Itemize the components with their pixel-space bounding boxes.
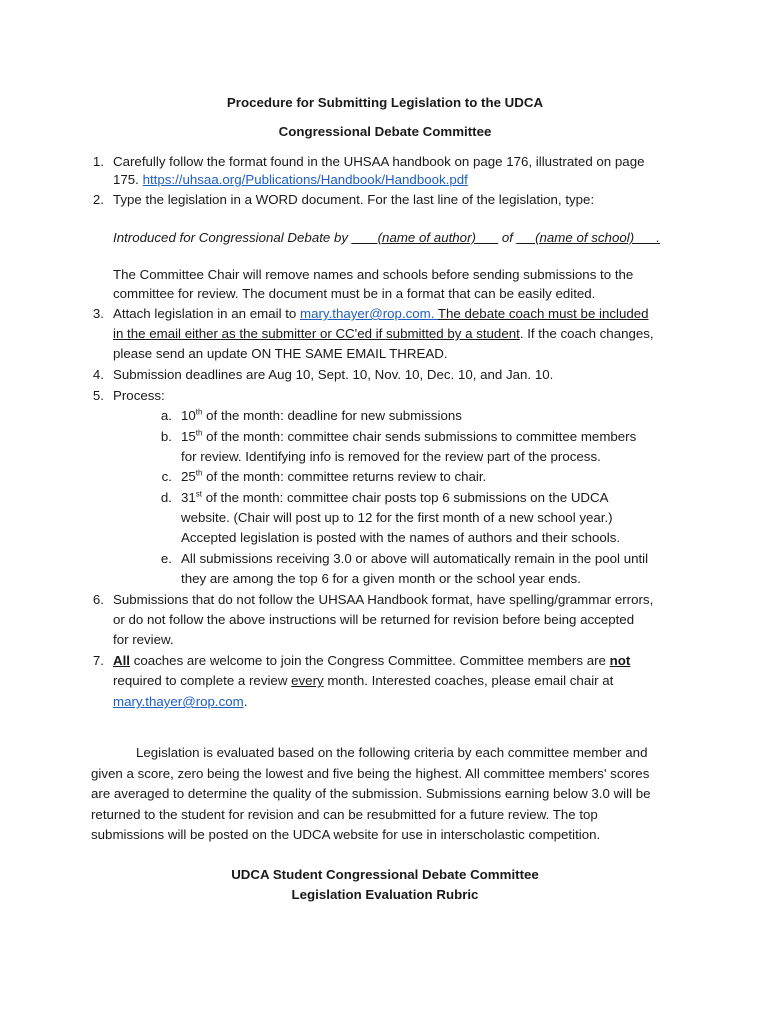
sub-item-e-line-1: All submissions receiving 3.0 or above will automatically remain in the pool until [181,551,649,566]
introduced-text: Introduced for Congressional Debate by [113,230,352,245]
item-3-line-1 [113,305,649,323]
criteria-paragraph-line-3: are averaged to determine the quality of the submission. Submissions earning below 3.0 will be [91,786,651,801]
list-number: 2. [92,192,104,207]
author-blank: ___ (name of author)___ [351,230,499,245]
of-text: of [498,230,517,245]
item-1-line-2 [113,171,468,189]
sub-letter: d. [160,490,172,505]
chair-note-line-1: The Committee Chair will remove names and schools before sending submissions to the [113,267,634,282]
item-7-text: month. Interested coaches, please email chair at [323,673,614,688]
not-emphasis: not [609,653,631,668]
item-6-line-1: Submissions that do not follow the UHSAA Handbook format, have spelling/grammar errors, [113,592,654,607]
item-7-text: coaches are welcome to join the Congress Committee. Committee members are [130,653,610,668]
handbook-link[interactable]: https://uhsaa.org/Publications/Handbook/Handbook.pdf [142,172,468,187]
chair-email-link[interactable]: mary.thayer@rop.com [113,694,244,709]
coach-requirement-cont: in the email either as the submitter or CC'ed if submitted by a student [113,326,520,341]
list-number: 3. [92,306,104,321]
item-1-line-1: Carefully follow the format found in the UHSAA handbook on page 176, illustrated on page [113,154,645,169]
item-4-line-1: Submission deadlines are Aug 10, Sept. 10, Nov. 10, Dec. 10, and Jan. 10. [113,367,554,382]
item-6-line-2: or do not follow the above instructions will be returned for revision before being accepted [113,612,635,627]
day-number: 15 [181,429,196,444]
item-3-line-2 [113,325,654,343]
email-link[interactable]: mary.thayer@rop.com. [300,306,438,321]
sub-item-d-line-2: website. (Chair will post up to 12 for the first month of a new school year.) [181,510,613,525]
day-number: 10 [181,408,196,423]
ordinal-suffix: st [195,489,203,499]
sub-letter: a. [160,408,172,423]
criteria-paragraph-line-4: returned to the student for revision and can be resubmitted for a future review. The top [91,807,598,822]
coach-requirement: The debate coach must be included [437,306,649,321]
list-number: 1. [92,154,104,169]
period: . [243,694,248,709]
sub-item-a [181,407,462,425]
item-3-text-cont: . If the coach changes, [519,326,654,341]
criteria-paragraph-line-2: given a score, zero being the lowest and five being the highest. All committee members' scores [91,766,650,781]
list-number: 5. [92,388,104,403]
rubric-title: UDCA Student Congressional Debate Committee [231,867,539,882]
ordinal-suffix: th [195,428,203,438]
item-2-line-1: Type the legislation in a WORD document. For the last line of the legislation, type: [113,192,595,207]
sub-item-e-line-2: they are among the top 6 for a given month or the school year ends. [181,571,581,586]
every-emphasis: every [291,673,324,688]
all-emphasis: All [113,653,130,668]
sub-letter: c. [161,469,172,484]
item-7-line-3 [113,693,247,711]
sub-item-d [181,489,609,507]
day-number: 25 [181,469,196,484]
sub-item-c [181,468,486,486]
criteria-paragraph-line-1: Legislation is evaluated based on the following criteria by each committee member and [136,745,648,760]
sub-letter: e. [160,551,172,566]
ordinal-suffix: th [195,407,203,417]
chair-note-line-2: committee for review. The document must be in a format that can be easily edited. [113,286,596,301]
list-number: 6. [92,592,104,607]
list-number: 7. [92,653,104,668]
item-7-line-1 [113,652,630,670]
list-number: 4. [92,367,104,382]
item-7-line-2 [113,672,613,690]
criteria-paragraph-line-5: submissions will be posted on the UDCA website for use in interscholastic competition. [91,827,601,842]
item-3-line-3: please send an update ON THE SAME EMAIL THREAD. [113,346,448,361]
page-subtitle: Congressional Debate Committee [278,124,492,139]
sub-item-b-line-2: for review. Identifying info is removed for the review part of the process. [181,449,601,464]
item-6-line-3: for review. [113,632,174,647]
rubric-subtitle: Legislation Evaluation Rubric [291,887,479,902]
sub-letter: b. [160,429,172,444]
sub-item-d-line-3: Accepted legislation is posted with the names of authors and their schools. [181,530,621,545]
sub-item-text: of the month: committee chair posts top 6 submissions on the UDCA [202,490,609,505]
item-1-text: 175. [113,172,143,187]
sub-item-text: of the month: committee chair sends submissions to committee members [202,429,637,444]
day-number: 31 [181,490,196,505]
item-7-text: required to complete a review [113,673,292,688]
introduced-line [113,229,660,247]
item-3-text: Attach legislation in an email to [113,306,301,321]
school-blank: __ (name of school)___. [516,230,661,245]
sub-item-b [181,428,636,446]
sub-item-text: of the month: deadline for new submissions [202,408,462,423]
ordinal-suffix: th [195,468,203,478]
item-5-line-1: Process: [113,388,165,403]
page-title: Procedure for Submitting Legislation to the UDCA [226,95,544,110]
sub-item-text: of the month: committee returns review to chair. [202,469,487,484]
